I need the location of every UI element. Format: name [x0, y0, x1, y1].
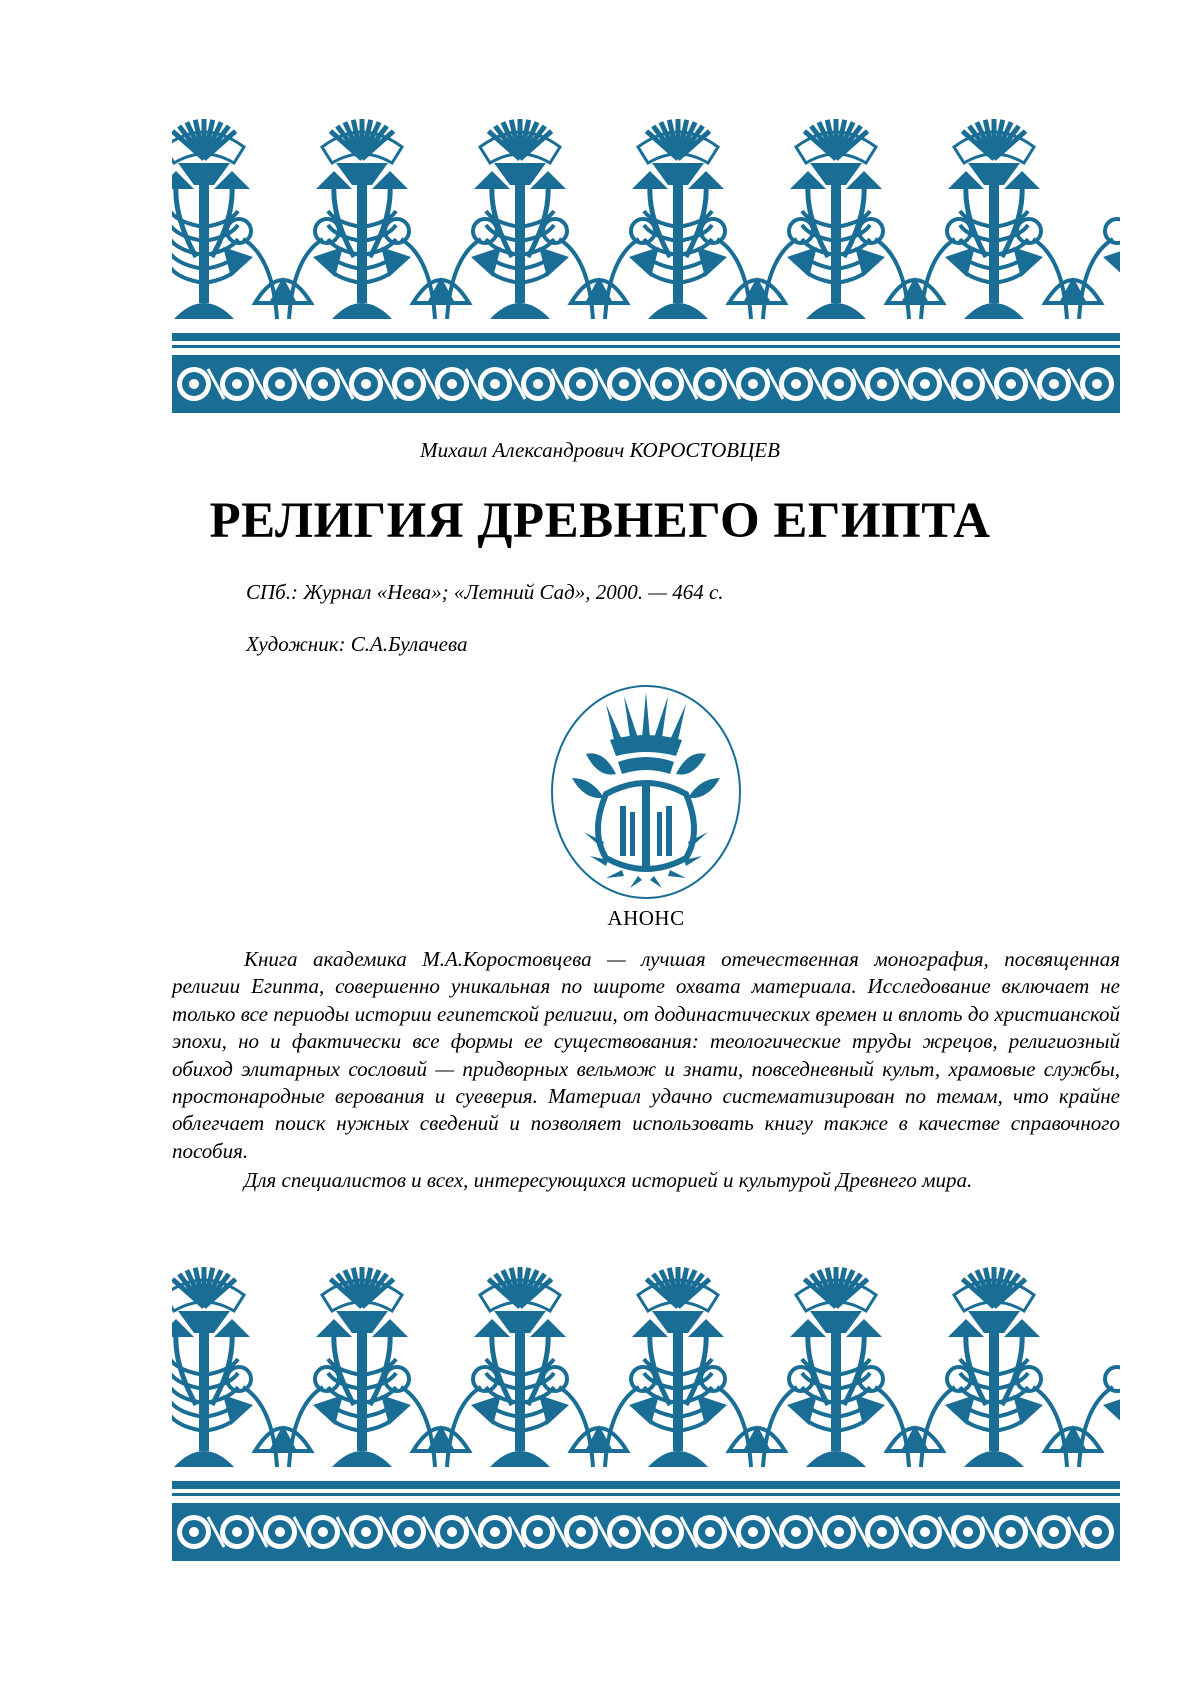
annotation-paragraph: Для специалистов и всех, интересующихся историей и культурой Древнего мира. [244, 1168, 973, 1193]
annotation-paragraph: Книга академика М.А.Коростовцева — лучшая отечественная монография, посвященная религии Египта, совершенно уникальная по широте охвата материала. Исследование включает не только все периоды истории египетской религии, от додинастических времен и вплоть до христианской эпохи, но и фактически все формы ее существования: теологические труды жрецов, религиозный обиход элитарных сословий — придворных вельмож и знати, повседневный культ, храмовые службы, простонародные верования и суеверия. Материал удачно систематизирован по темам, что крайне облегчает поиск нужных сведений и позволяет использовать книгу также в качестве справочного пособия. [172, 947, 1120, 1163]
annotation-text [172, 946, 1120, 1195]
publication-imprint: СПб.: Журнал «Нева»; «Летний Сад», 2000. — 464 с. [246, 580, 724, 604]
artist-credit: Художник: С.А.Булачева [246, 632, 468, 656]
top-ornamental-border [172, 107, 1120, 415]
author-name: Михаил Александрович КОРОСТОВЦЕВ [420, 438, 780, 462]
papyrus-frieze-icon [172, 1255, 1120, 1563]
annotation-heading: АНОНС [607, 906, 685, 930]
scarab-emblem [546, 682, 746, 902]
papyrus-frieze-icon [172, 107, 1120, 415]
book-title: РЕЛИГИЯ ДРЕВНЕГО ЕГИПТА [209, 493, 991, 549]
scarab-emblem-icon [546, 682, 746, 902]
bottom-ornamental-border [172, 1255, 1120, 1563]
